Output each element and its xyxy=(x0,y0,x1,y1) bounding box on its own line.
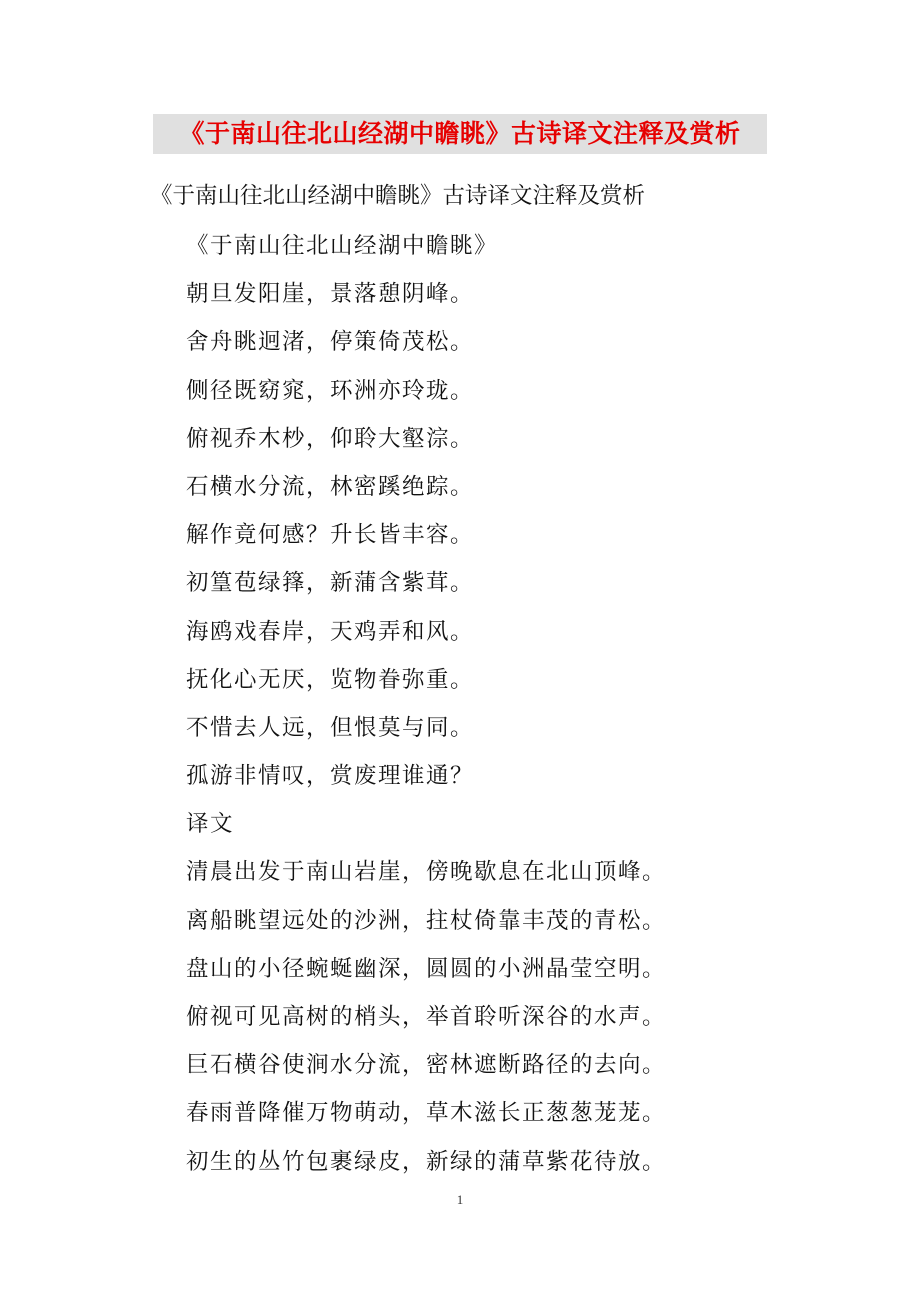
poem-line: 初篁苞绿箨，新蒲含紫茸。 xyxy=(186,570,475,597)
poem-line: 侧径既窈窕，环洲亦玲珑。 xyxy=(186,377,475,404)
page-number: 1 xyxy=(456,1192,464,1207)
poem-line: 俯视乔木杪，仰聆大壑淙。 xyxy=(186,425,475,452)
poem-line: 舍舟眺迥渚，停策倚茂松。 xyxy=(186,329,475,356)
poem-line: 孤游非情叹，赏废理谁通？ xyxy=(186,763,475,790)
poem-line: 海鸥戏春岸，天鸡弄和风。 xyxy=(186,618,475,645)
translation-line: 春雨普降催万物萌动，草木滋长正葱葱茏茏。 xyxy=(186,1100,667,1127)
document-heading: 《于南山往北山经湖中瞻眺》古诗译文注释及赏析 xyxy=(150,183,646,209)
translation-line: 离船眺望远处的沙洲，拄杖倚靠丰茂的青松。 xyxy=(186,907,667,934)
translation-label: 译文 xyxy=(186,811,235,838)
poem-line: 石横水分流，林密蹊绝踪。 xyxy=(186,473,475,500)
document-body xyxy=(0,226,920,1190)
translation-line: 盘山的小径蜿蜒幽深，圆圆的小洲晶莹空明。 xyxy=(186,955,667,982)
document-title: 《于南山往北山经湖中瞻眺》古诗译文注释及赏析 xyxy=(153,114,767,154)
poem-line: 不惜去人远，但恨莫与同。 xyxy=(186,714,475,741)
translation-line: 巨石横谷使涧水分流，密林遮断路径的去向。 xyxy=(186,1052,667,1079)
translation-line: 初生的丛竹包裹绿皮，新绿的蒲草紫花待放。 xyxy=(186,1148,667,1175)
poem-line: 解作竟何感？升长皆丰容。 xyxy=(186,522,475,549)
translation-line: 清晨出发于南山岩崖，傍晚歇息在北山顶峰。 xyxy=(186,859,667,886)
poem-line: 抚化心无厌，览物眷弥重。 xyxy=(186,666,475,693)
poem-title: 《于南山往北山经湖中瞻眺》 xyxy=(186,233,499,259)
poem-line: 朝旦发阳崖，景落憩阴峰。 xyxy=(186,281,475,308)
translation-line: 俯视可见高树的梢头，举首聆听深谷的水声。 xyxy=(186,1004,667,1030)
